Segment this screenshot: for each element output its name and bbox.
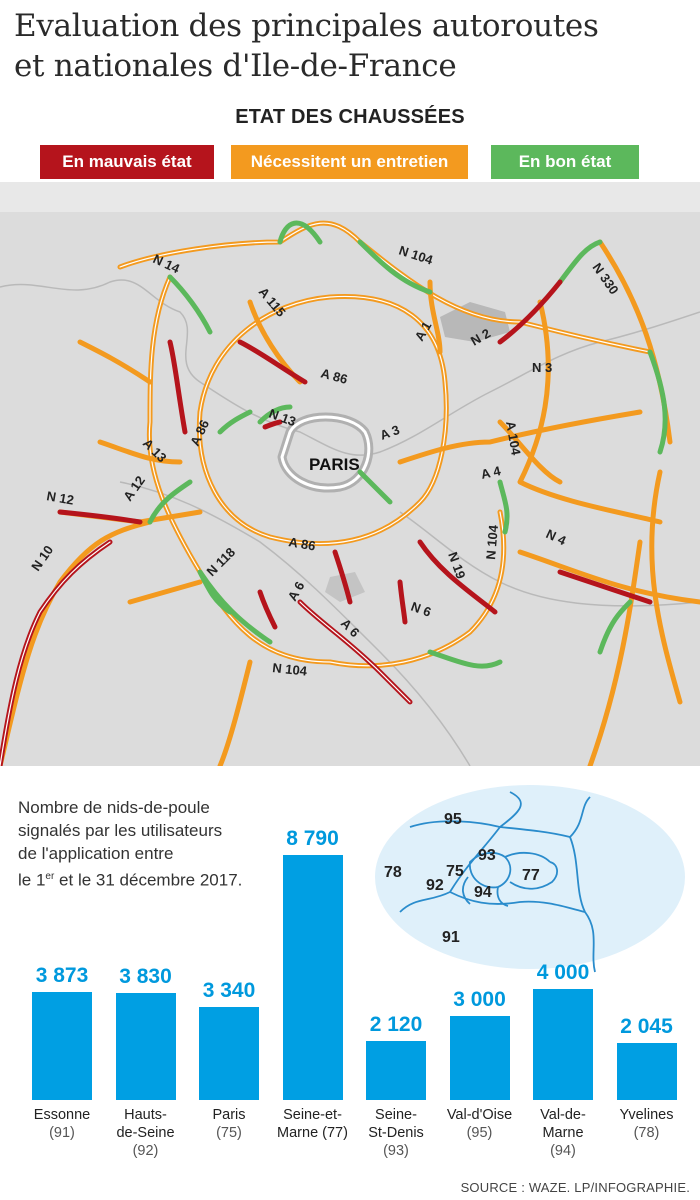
category-label	[101, 1106, 191, 1160]
road-label: N 2	[468, 325, 494, 349]
category-label-line: Marne	[542, 1125, 584, 1141]
map-label-paris: PARIS	[309, 455, 360, 474]
caption-line-2: signalés par les utilisateurs	[18, 821, 223, 840]
bar	[450, 1016, 510, 1100]
bar	[617, 1043, 677, 1100]
road-label: A 115	[255, 284, 289, 320]
road-label: N 4	[543, 526, 569, 549]
dept-label-93: 93	[478, 847, 496, 864]
bar-value-label: 2 120	[369, 1012, 423, 1036]
dept-label-94: 94	[474, 884, 492, 901]
category-label-line: (94)	[550, 1143, 576, 1159]
caption-line-3: de l'application entre	[18, 844, 174, 863]
bar-value-label: 4 000	[536, 960, 590, 984]
radial-roads	[0, 242, 700, 766]
roads	[0, 223, 700, 766]
n6-bad	[400, 582, 405, 622]
category-label-line: Val-d'Oise	[446, 1107, 513, 1123]
dept-label-95: 95	[444, 811, 462, 828]
n12-bad	[60, 512, 140, 522]
legend-bad-state: En mauvais état	[40, 145, 214, 179]
source-credit: SOURCE : WAZE. LP/INFOGRAPHIE.	[460, 1180, 690, 1195]
n10-bad	[0, 542, 110, 766]
category-label-line: Val-de-	[540, 1107, 586, 1123]
good-roads	[150, 223, 665, 666]
category-label-line: Essonne	[33, 1107, 91, 1123]
category-label-line: (78)	[633, 1125, 660, 1141]
road-label: A 6	[337, 615, 363, 641]
road-label: N 118	[203, 544, 239, 580]
dept-label-78: 78	[384, 864, 402, 881]
bar-value-label: 3 830	[119, 965, 172, 989]
road-label: N 19	[445, 549, 469, 581]
category-label	[184, 1106, 274, 1142]
category-label-line: St-Denis	[368, 1125, 424, 1141]
dept-label-77: 77	[522, 867, 540, 884]
category-label-line: (95)	[466, 1125, 493, 1141]
road-label: N 330	[589, 260, 622, 298]
category-label-line: (91)	[49, 1125, 75, 1141]
category-label-line: Yvelines	[619, 1107, 674, 1123]
bar	[283, 855, 343, 1100]
road-label: N 10	[28, 542, 57, 574]
road-label: N 3	[532, 360, 553, 375]
legend-heading: ETAT DES CHAUSSÉES	[235, 106, 465, 128]
category-label	[602, 1106, 692, 1142]
road-label: A 1	[411, 318, 435, 344]
bar	[366, 1041, 426, 1100]
road-label: N 6	[408, 598, 434, 620]
category-label-line: Marne (77)	[277, 1125, 348, 1141]
road-label: A 86	[319, 365, 350, 387]
caption-line-4	[18, 865, 278, 892]
bar	[199, 1007, 259, 1100]
road-label: A 6	[284, 578, 308, 604]
road-label: N 14	[150, 251, 182, 277]
bar	[533, 989, 593, 1100]
category-label	[351, 1106, 441, 1160]
category-label	[435, 1106, 525, 1142]
dept-label-92: 92	[426, 877, 444, 894]
caption-line-4b: et le 31 décembre 2017.	[54, 870, 243, 890]
caption-line-1: Nombre de nids-de-poule	[18, 798, 210, 817]
road-label: N 12	[45, 488, 76, 508]
road-label: A 12	[120, 473, 148, 504]
map-top-fade	[0, 182, 700, 212]
chart-title	[14, 6, 694, 86]
road-label: N 104	[397, 242, 435, 268]
road-label: A 86	[287, 534, 317, 554]
category-label	[268, 1106, 358, 1142]
n2-bad	[500, 282, 560, 342]
caption-superscript: er	[45, 871, 55, 882]
dept-label-75: 75	[446, 863, 464, 880]
caption-line-4a: le 1	[18, 870, 46, 890]
category-label-line: (92)	[132, 1143, 159, 1159]
category-label-line: de-Seine	[116, 1125, 175, 1141]
bar-value-label: 3 340	[202, 978, 256, 1002]
bar-value-label: 3 873	[35, 964, 89, 988]
road-label: A 3	[377, 421, 402, 443]
category-label-line: Seine-et-	[283, 1107, 342, 1123]
chart-caption	[18, 796, 278, 892]
title-line-2: et nationales d'Ile-de-France	[14, 48, 457, 84]
category-label	[17, 1106, 107, 1142]
road-label: N 13	[266, 405, 298, 430]
road-label: A 86	[187, 417, 213, 449]
category-label	[518, 1106, 608, 1160]
category-label-line: (75)	[216, 1125, 242, 1141]
bar	[32, 992, 92, 1100]
road-label: A 13	[139, 435, 170, 466]
category-label-line: Paris	[212, 1107, 246, 1123]
dept-label-91: 91	[442, 929, 460, 946]
a13-bad	[170, 342, 185, 432]
legend-needs-maintenance: Nécessitent un entretien	[231, 145, 468, 179]
bar-value-label: 2 045	[620, 1015, 673, 1038]
bar	[116, 993, 176, 1100]
road-label: N 104	[271, 660, 308, 679]
road-label: N 104	[483, 524, 502, 561]
road-label: A 4	[479, 463, 502, 482]
road-map	[0, 182, 700, 766]
legend-good-state: En bon état	[491, 145, 639, 179]
road-map-svg	[0, 182, 700, 766]
category-label-line: Seine-	[375, 1107, 417, 1123]
n118-bad	[260, 592, 275, 627]
n10-bad-center	[0, 542, 110, 766]
bar-value-label: 8 790	[286, 827, 339, 850]
department-inset-map	[370, 782, 690, 980]
title-line-1: Evaluation des principales autoroutes	[14, 8, 599, 44]
inset-map-svg	[370, 782, 690, 980]
road-label: A 104	[503, 419, 524, 457]
category-label-line: (93)	[383, 1143, 409, 1159]
category-label-line: Hauts-	[124, 1107, 167, 1123]
bar-value-label: 3 000	[453, 988, 506, 1012]
